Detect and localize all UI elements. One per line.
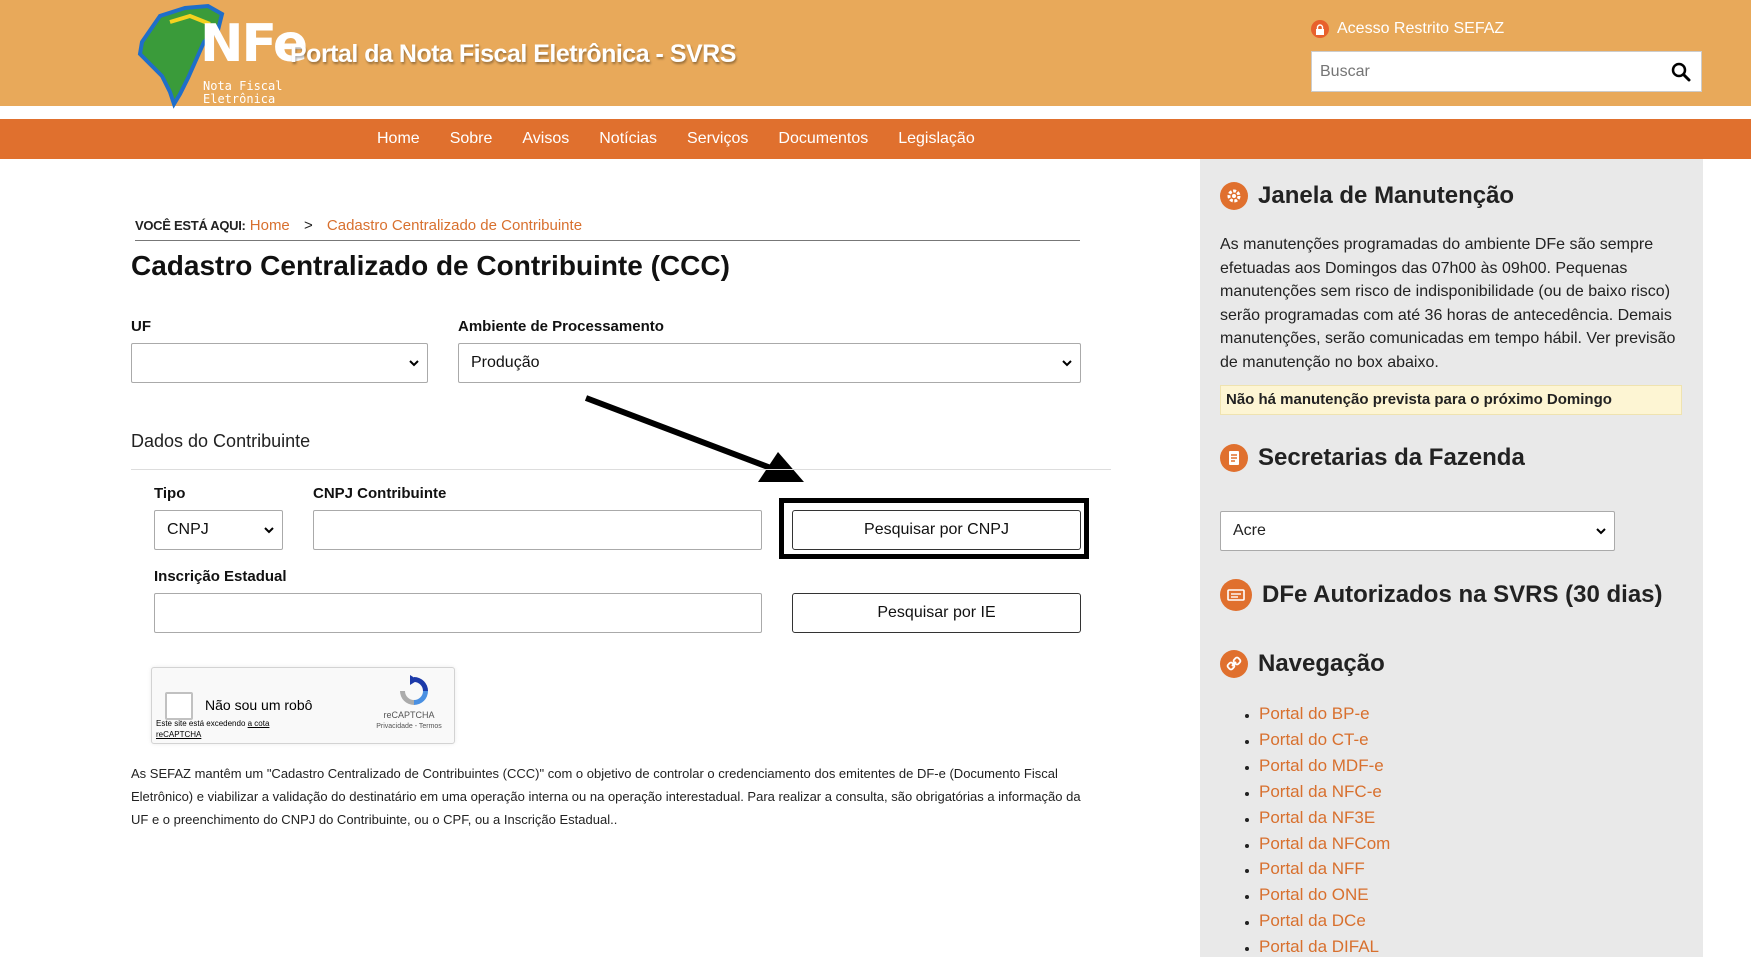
navegacao-list	[1243, 701, 1390, 957]
maintenance-heading	[1220, 182, 1514, 210]
recaptcha-widget	[151, 667, 455, 744]
logo-subtitle-line-1: Nota Fiscal	[203, 79, 283, 93]
main-nav-items	[377, 119, 1005, 159]
chevron-down-icon	[409, 358, 419, 368]
nav-servicos[interactable]: Serviços	[687, 130, 749, 147]
lock-icon	[1311, 20, 1329, 38]
ambiente-select-value: Produção	[471, 354, 540, 371]
search-box	[1311, 51, 1702, 92]
search-icon[interactable]	[1671, 62, 1691, 82]
section-divider	[131, 469, 1111, 470]
list-item	[1259, 856, 1390, 882]
main-nav	[0, 119, 1751, 159]
nav-legislacao[interactable]: Legislação	[898, 130, 975, 147]
logo-wordmark: NFe	[200, 14, 307, 74]
cnpj-input[interactable]	[313, 510, 762, 550]
maintenance-title: Janela de Manutenção	[1258, 182, 1515, 209]
breadcrumb	[135, 217, 1080, 241]
list-item	[1259, 779, 1390, 805]
search-input[interactable]	[1312, 52, 1652, 91]
cnpj-label: CNPJ Contribuinte	[313, 485, 447, 502]
list-item	[1259, 908, 1390, 934]
link-bpe[interactable]: Portal do BP-e	[1259, 704, 1370, 723]
secretarias-select-value: Acre	[1233, 522, 1266, 539]
site-title[interactable]: Portal da Nota Fiscal Eletrônica - SVRS	[290, 40, 736, 68]
nav-sobre[interactable]: Sobre	[449, 130, 493, 147]
navegacao-title: Navegação	[1258, 650, 1385, 677]
chevron-down-icon	[1596, 526, 1606, 536]
dfe-title[interactable]: DFe Autorizados na SVRS (30 dias)	[1262, 581, 1663, 608]
link-icon	[1220, 650, 1248, 678]
navegacao-heading	[1220, 650, 1385, 678]
link-cte[interactable]: Portal do CT-e	[1259, 729, 1369, 749]
ie-input[interactable]	[154, 593, 762, 633]
site-header	[0, 0, 1751, 106]
breadcrumb-home[interactable]: Home	[249, 217, 290, 234]
list-item	[1259, 882, 1390, 908]
nav-avisos[interactable]: Avisos	[522, 130, 570, 147]
link-nfcom[interactable]: Portal da NFCom	[1259, 833, 1391, 853]
uf-select[interactable]	[131, 343, 428, 383]
nav-documentos[interactable]: Documentos	[778, 130, 869, 147]
recaptcha-warning-text: Este site está excedendo	[156, 719, 248, 728]
breadcrumb-label: VOCÊ ESTÁ AQUI:	[135, 218, 246, 233]
ambiente-select[interactable]	[458, 343, 1081, 383]
list-item	[1259, 701, 1390, 727]
uf-label: UF	[131, 318, 151, 335]
recaptcha-warning	[156, 718, 296, 740]
search-ie-button[interactable]: Pesquisar por IE	[792, 593, 1081, 633]
search-cnpj-button[interactable]: Pesquisar por CNPJ	[792, 510, 1081, 550]
recaptcha-checkbox[interactable]	[165, 692, 193, 720]
document-icon	[1220, 444, 1248, 472]
link-nf3e[interactable]: Portal da NF3E	[1259, 807, 1376, 827]
chevron-down-icon	[264, 525, 274, 535]
logo-subtitle-line-2: Eletrônica	[203, 92, 276, 106]
restricted-access-label: Acesso Restrito SEFAZ	[1337, 20, 1505, 37]
section-title: Dados do Contribuinte	[131, 431, 311, 451]
list-item	[1259, 934, 1390, 957]
link-one[interactable]: Portal do ONE	[1259, 885, 1369, 905]
recaptcha-brand: reCAPTCHA	[383, 710, 435, 720]
gear-icon	[1220, 182, 1248, 210]
logo-subtitle	[203, 80, 282, 106]
secretarias-title: Secretarias da Fazenda	[1258, 444, 1525, 471]
link-dce[interactable]: Portal da DCe	[1259, 911, 1366, 931]
link-nff[interactable]: Portal da NFF	[1259, 859, 1365, 879]
info-paragraph: As SEFAZ mantêm um "Cadastro Centralizado de Contribuintes (CCC)" com o objetivo de controlar o credenciamento dos emitentes de DF-e (Documento Fiscal Eletrônico) e viabilizar a validação do destinatário em uma operação interna ou na operação interestadual. Para realizar a consulta, são obrigatórias a informação da UF e o preenchimento do CNPJ do Contribuinte, ou o CPF, ou a Inscrição Estadual..	[131, 766, 1081, 827]
dfe-heading	[1220, 579, 1663, 611]
maintenance-text: As manutenções programadas do ambiente DFe são sempre efetuadas aos Domingos das 07h00 às 09h00. Pequenas manutenções sem risco de indisponibilidade (ou de baixo risco) serão programadas com até 36 horas de antecedência. Demais manutenções, serão comunicadas em tempo hábil. Ver previsão de manutenção no box abaixo.	[1220, 236, 1676, 371]
page-title: Cadastro Centralizado de Contribuinte (CCC)	[131, 250, 730, 281]
link-mdfe[interactable]: Portal do MDF-e	[1259, 755, 1384, 775]
link-nfce[interactable]: Portal da NFC-e	[1259, 781, 1382, 801]
restricted-access-link[interactable]	[1311, 20, 1504, 38]
tipo-select-value: CNPJ	[167, 521, 209, 538]
chevron-down-icon	[1062, 358, 1072, 368]
ie-label: Inscrição Estadual	[154, 568, 287, 585]
ambiente-label: Ambiente de Processamento	[458, 318, 664, 335]
list-item	[1259, 831, 1390, 857]
secretarias-select[interactable]	[1220, 511, 1615, 551]
list-item	[1259, 727, 1390, 753]
recaptcha-label: Não sou um robô	[205, 697, 313, 713]
recaptcha-quota-link[interactable]: a cota reCAPTCHA	[156, 719, 270, 739]
secretarias-heading	[1220, 444, 1525, 472]
link-difal[interactable]: Portal da DIFAL	[1259, 937, 1380, 957]
tipo-select[interactable]	[154, 510, 283, 550]
nav-home[interactable]: Home	[377, 130, 420, 147]
list-item	[1259, 753, 1390, 779]
recaptcha-privacy-terms[interactable]: Privacidade - Termos	[376, 723, 442, 730]
tipo-label: Tipo	[154, 485, 186, 502]
breadcrumb-separator: >	[303, 217, 313, 234]
recaptcha-logo-icon	[396, 674, 432, 708]
arrow-annotation	[580, 390, 810, 490]
chart-icon	[1220, 579, 1252, 611]
nav-noticias[interactable]: Notícias	[599, 130, 658, 147]
breadcrumb-current[interactable]: Cadastro Centralizado de Contribuinte	[326, 217, 583, 234]
maintenance-notice: Não há manutenção prevista para o próximo Domingo	[1220, 385, 1682, 415]
list-item	[1259, 805, 1390, 831]
